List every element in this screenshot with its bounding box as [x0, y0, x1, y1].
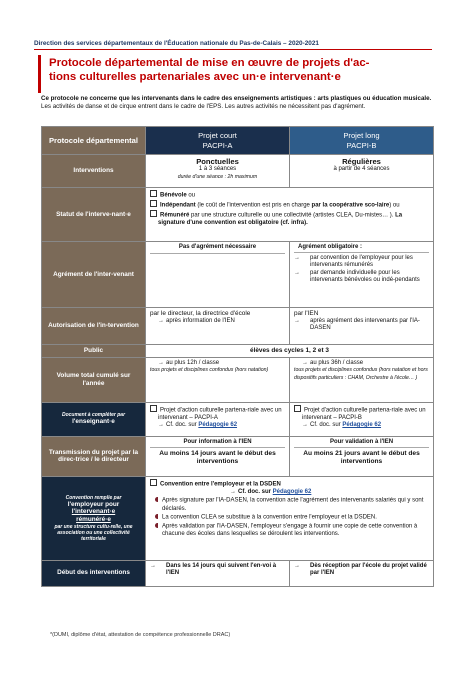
convention-label-big-2: l'intervenant·e: [71, 508, 116, 516]
statut-option-1: [150, 190, 429, 200]
label-document: [42, 402, 146, 436]
intro-bold: Ce protocole ne concerne que les intervenants dans le cadre des enseignements artistiques : arts plastiques ou éducation musicale.: [41, 95, 432, 102]
autorisation-long-item: [294, 318, 429, 333]
pedagogie-62-link-convention[interactable]: Pédagogie 62: [272, 488, 312, 495]
cell-debut-court: [146, 560, 290, 586]
long-seances: à partir de 4 séances: [333, 166, 390, 173]
agrement-item-2: [294, 270, 429, 285]
debut-court-item: [150, 563, 285, 578]
cell-autorisation-long: [290, 308, 434, 345]
document-label-small: Document à compléter par: [61, 412, 126, 419]
cell-agrement-court: [146, 242, 290, 308]
arrow-icon: →: [294, 269, 300, 276]
volume-long-item: [294, 360, 429, 368]
row-document: [42, 402, 434, 436]
checkbox-icon: [150, 210, 157, 217]
label-debut: Début des interventions: [42, 560, 146, 586]
cell-document-court: [146, 402, 290, 436]
checkbox-icon: [150, 200, 157, 207]
projet-long-label: Projet long: [343, 130, 380, 140]
cell-debut-long: [290, 560, 434, 586]
convention-head: [150, 479, 429, 489]
remunere-bold: La signature d'une convention est obligatoire (cf. infra).: [158, 212, 403, 227]
arrow-icon: →: [302, 359, 308, 366]
transmission-long-text: Au moins 21 jours avant le début des interventions: [303, 450, 420, 466]
footnote: *(DUMI, diplôme d'état, attestation de compétence professionnelle DRAC): [50, 632, 231, 638]
volume-long-note: tous projets et disciplines confondus (hors natation et hors dispositifs particuliers : CHAM, Orchestre à l'école… ): [294, 367, 428, 381]
table-header-row: [42, 127, 434, 155]
arrow-icon: →: [158, 422, 164, 429]
cell-agrement-long: [290, 242, 434, 308]
convention-doc-text: Cf. doc. sur: [238, 488, 273, 495]
convention-bullet-3: [150, 523, 429, 539]
document-court-item: [150, 405, 285, 423]
transmission-court-head: Pour information à l'IEN: [150, 439, 285, 449]
pedagogie-62-link-long[interactable]: Pédagogie 62: [342, 422, 382, 429]
row-statut: [42, 188, 434, 242]
cell-interventions-long: [290, 155, 434, 188]
bullet-icon: [155, 497, 158, 502]
transmission-long-head: Pour validation à l'IEN: [294, 439, 429, 449]
convention-label-big-3: rémunéré·e: [76, 516, 111, 524]
convention-bullet-2: [150, 514, 429, 522]
checkbox-icon: [150, 190, 157, 197]
cell-autorisation-court: [146, 308, 290, 345]
agrement-long-head: Agrément obligatoire :: [294, 244, 429, 253]
remunere-text: par une structure culturelle ou une collectivité (artistes CLEA, Du-mistes… ).: [189, 212, 396, 219]
checkbox-icon: [150, 479, 157, 486]
autorisation-long-item-text: après agrément des intervenants par l'IA-DASEN: [310, 317, 420, 332]
arrow-icon: →: [158, 317, 164, 324]
volume-court-note: tous projets et disciplines confondus (hors natation): [150, 367, 269, 374]
label-volume: Volume total cumulé sur l'année: [42, 357, 146, 402]
document-court-doc: [150, 422, 285, 430]
agrement-item-1: [294, 255, 429, 270]
convention-bullet-2-text: La convention CLEA se substitue à la convention entre l'employeur et la DSDEN.: [162, 514, 377, 521]
cell-volume-court: [146, 357, 290, 402]
convention-label-small-2: par une structure cultu-relle, une association ou une collectivité territoriale: [54, 523, 133, 542]
label-agrement: Agrément de l'inter-venant: [42, 242, 146, 308]
title-line-1: Protocole départemental de mise en œuvre de projets d'ac-: [49, 57, 370, 69]
header-protocole-label: Protocole départemental: [48, 135, 139, 145]
row-autorisation: [42, 308, 434, 345]
document-long-item-text: Projet d'action culturelle partena-riale avec un intervenant – PACPI-B: [302, 407, 426, 421]
arrow-icon: →: [302, 422, 308, 429]
benevole-suffix: ou: [186, 192, 196, 199]
arrow-icon: →: [150, 562, 156, 569]
title-line-2: tions culturelles partenariales avec un·e intervenant·e: [49, 71, 341, 83]
label-statut: Statut de l'interve-nant·e: [42, 188, 146, 242]
cell-convention: [146, 476, 434, 560]
convention-label-small-1: Convention remplie par: [65, 494, 122, 501]
row-convention: [42, 476, 434, 560]
autorisation-court-item: [150, 318, 285, 326]
cell-public: élèves des cycles 1, 2 et 3: [146, 345, 434, 358]
debut-long-item: [294, 563, 429, 578]
cell-transmission-long: [290, 436, 434, 476]
convention-bullet-3-text: Après validation par l'IA-DASEN, l'employeur s'engage à fournir une copie de cette convention à chacune des écoles dans lesquelles se déroulent les interventions.: [162, 523, 418, 538]
pedagogie-62-link-court[interactable]: Pédagogie 62: [198, 422, 238, 429]
volume-long-item-text: au plus 36h / classe: [310, 359, 364, 366]
document-court-item-text: Projet d'action culturelle partena-riale avec un intervenant – PACPI-A: [158, 407, 282, 421]
court-duree: durée d'une séance : 2h maximum: [177, 173, 258, 180]
protocol-table: [41, 126, 434, 587]
benevole: Bénévole: [160, 192, 187, 199]
arrow-icon: →: [294, 562, 300, 569]
intro-text: Les activités de danse et de cirque entrent dans le cadre de l'EPS. Les autres activités ne nécessitent pas d'agrément.: [41, 103, 366, 111]
row-volume: [42, 357, 434, 402]
checkbox-icon: [294, 405, 301, 412]
row-transmission: [42, 436, 434, 476]
remunere: Rémunéré: [160, 212, 190, 219]
label-public: Public: [42, 345, 146, 358]
statut-option-3: [150, 210, 429, 228]
bullet-icon: [155, 514, 158, 519]
convention-doc: [150, 489, 429, 497]
arrow-icon: →: [294, 317, 300, 324]
label-autorisation: Autorisation de l'in-tervention: [42, 308, 146, 345]
header-protocole: [42, 127, 146, 155]
document-long-item: [294, 405, 429, 423]
label-transmission: Transmission du projet par la direc-trice / le directeur: [42, 436, 146, 476]
independant-text: (le coût de l'intervention est pris en charge: [195, 202, 312, 209]
intro-paragraph: [41, 95, 433, 112]
agrement-item-1-text: par convention de l'employeur pour les intervenants rémunérés: [310, 254, 413, 269]
debut-court-item-text: Dans les 14 jours qui suivent l'en-voi à l'IEN: [166, 562, 277, 577]
autorisation-court-title: par le directeur, la directrice d'école: [150, 310, 251, 317]
arrow-icon: →: [230, 488, 236, 495]
document-title: [49, 56, 369, 84]
independant-end: ) ou: [389, 202, 400, 209]
row-interventions: [42, 155, 434, 188]
document-long-doc: [294, 422, 429, 430]
independant-bold: par la coopérative sco-laire: [311, 202, 390, 209]
title-box: [38, 55, 433, 93]
page-header: Direction des services départementaux de l'Éducation nationale du Pas-de-Calais – 2020-2021: [34, 40, 319, 47]
volume-court-item: [150, 360, 285, 368]
convention-bullet-1-text: Après signature par l'IA-DASEN, la convention acte l'agrément des intervenants salariés qui y sont déclarés.: [162, 497, 424, 512]
agrement-item-2-text: par demande individuelle pour les intervenants bénévoles ou indé-pendants: [310, 269, 420, 284]
convention-head-text: Convention entre l'employeur et la DSDEN: [160, 481, 281, 488]
debut-long-item-text: Dès réception par l'école du projet validé par l'IEN: [310, 562, 427, 577]
row-debut: [42, 560, 434, 586]
document-label-big: l'enseignant·e: [72, 418, 115, 426]
bullet-icon: [155, 523, 158, 528]
autorisation-court-item-text: après information de l'IEN: [166, 317, 235, 324]
convention-label-big-1: l'employeur pour: [67, 500, 120, 508]
arrow-icon: →: [294, 254, 300, 261]
independant: Indépendant: [160, 202, 196, 209]
volume-court-item-text: au plus 12h / classe: [166, 359, 220, 366]
projet-court-label: Projet court: [198, 130, 237, 140]
label-interventions: Interventions: [42, 155, 146, 188]
cell-document-long: [290, 402, 434, 436]
label-convention: [42, 476, 146, 560]
header-divider: [34, 49, 432, 50]
statut-option-2: [150, 200, 429, 210]
row-public: [42, 345, 434, 358]
row-agrement: [42, 242, 434, 308]
regulieres: Régulières: [342, 157, 381, 166]
court-seances: 1 à 3 séances: [198, 166, 237, 173]
cell-statut: [146, 188, 434, 242]
document-court-doc-text: Cf. doc. sur: [166, 422, 199, 429]
autorisation-long-title: par l'IEN: [294, 310, 319, 317]
cell-interventions-court: [146, 155, 290, 188]
pacpi-a-label: PACPI-A: [202, 140, 233, 150]
pacpi-b-label: PACPI-B: [346, 140, 377, 150]
checkbox-icon: [150, 405, 157, 412]
header-projet-court: [146, 127, 290, 155]
header-projet-long: [290, 127, 434, 155]
document-long-doc-text: Cf. doc. sur: [310, 422, 343, 429]
arrow-icon: →: [158, 359, 164, 366]
ponctuelles: Ponctuelles: [196, 157, 239, 166]
cell-transmission-court: [146, 436, 290, 476]
convention-bullet-1: [150, 497, 429, 513]
transmission-court-text: Au moins 14 jours avant le début des interventions: [159, 450, 276, 466]
cell-volume-long: [290, 357, 434, 402]
agrement-court-head: Pas d'agrément nécessaire: [150, 244, 285, 254]
